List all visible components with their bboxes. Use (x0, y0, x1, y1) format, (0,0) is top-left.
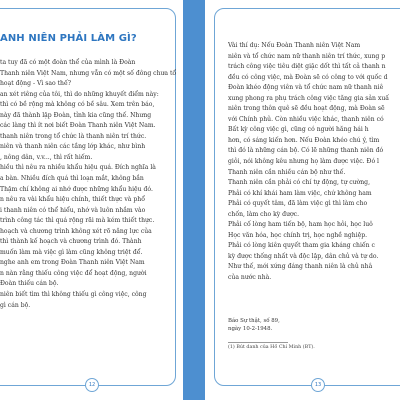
text-line: nghe anh em trong Đoàn Thanh niên Việt Nam (0, 259, 145, 267)
text-line: trách công việc tiêu diệt giặc dốt thì tất cả thanh n (228, 63, 386, 71)
text-line: các làng thì ít nơi biết Đoàn Thanh niên Việt Nam. (0, 122, 156, 130)
text-line: hoạt động - Vì sao thế? (0, 80, 71, 88)
text-line: hiều thì nêu ra nhiều khẩu hiệu quá. Đích nghĩa là (0, 164, 156, 172)
text-line: Thanh niên Việt Nam, nhưng vẫn có một số đông chưa tổ (0, 69, 176, 77)
text-line: gì cán bộ. (0, 301, 31, 309)
text-line: Đoàn thiếu cán bộ. (0, 280, 59, 288)
right-page-text (228, 41, 400, 284)
text-line: Thanh niên cần phải có chí tự động, tự cường, (228, 179, 371, 187)
text-line: với Chính phủ. Còn nhiều việc khác, thanh niên có (228, 115, 384, 123)
text-line: hơn, có sáng kiến hơn. Nếu Đoàn khéo chú ý, tìm (228, 136, 380, 144)
text-line: xung phong ra phụ trách công việc tăng gia sản xuấ (228, 94, 389, 102)
text-line: ta tuy đã có một đoàn thể của mình là Đoàn (0, 59, 136, 66)
text-line: này đã thành lập Đoàn, tỉnh kia cũng thế. Nhưng (0, 111, 152, 119)
page-number: 13 (311, 378, 325, 392)
text-line: muốn làm mà việc gì làm cũng không triệt để. (0, 248, 143, 256)
text-line: niên và tổ chức nam nữ thanh niên trí thức, xung p (228, 52, 386, 60)
text-line: đều có công việc, mà Đoàn sẽ có công to với quốc d (228, 73, 388, 81)
text-line: kỳ được thống nhất và độc lập, dân chủ và tự do. (228, 252, 379, 260)
text-line: thì đó là những cán bộ. Có lẽ những thanh niên đó (228, 147, 384, 155)
text-line: thì có bề rộng mà không có bề sâu. Xem trên báo, (0, 101, 155, 109)
text-line: niên và thanh niên các tầng lớp khác, như bình (0, 143, 146, 151)
text-line: thì thành kế hoạch và chương trình đó. Thành (0, 238, 142, 246)
text-line: trình công tác thì quá rộng rãi mà kém thiết thực. (0, 217, 155, 225)
text-line: n nêu ra vài khẩu hiệu chính, thiết thực và phổ (0, 196, 145, 204)
text-line: thanh niên trong tổ chức là thanh niên trí thức. (0, 132, 147, 140)
text-line: a bàn. Nhiều đích quá thì loạn mắt, không bắn (0, 175, 144, 183)
text-line: niên trong thôn quê sẽ đều hoạt động, mà Đoàn sẽ (228, 105, 385, 113)
text-line: niên biết tìm thì không thiếu gì công việc, công (0, 291, 147, 299)
left-page (0, 0, 183, 400)
footnote-rule (228, 342, 288, 343)
text-line: Phải cố lòng ham tiến bộ, ham học hỏi, học luô (228, 221, 373, 229)
text-line: Thậm chí không ai nhớ được những khẩu hiệu đó. (0, 185, 153, 193)
text-line: an xét riêng của tôi, thì do những khuyết điểm này: (0, 90, 159, 98)
text-line: giỏi, nói không kêu nhưng họ làm được việc. Đó l (228, 158, 379, 166)
text-line: Phải có khí khái ham làm việc, chứ không ham (228, 189, 372, 197)
text-line: của nước nhà. (228, 274, 272, 282)
footnote: (1) Bút danh của Hồ Chí Minh (BT). (228, 345, 315, 350)
source-citation: Báo Sự thật, số 89, ngày 10-2-1948. (228, 318, 280, 332)
text-line: n nàn rằng thiếu công việc để hoạt động, người (0, 269, 147, 277)
page-number: 12 (85, 378, 99, 392)
text-line: Phải có quyết tâm, đã làm việc gì thì làm cho (228, 200, 368, 208)
text-line: Bất kỳ công việc gì, cũng có người hăng hái h (228, 126, 369, 134)
text-line: Học văn hóa, học chính trị, học nghề nghiệp. (228, 231, 368, 239)
text-line: i thanh niên có thể hiểu, nhớ và luôn nhắm vào (0, 206, 146, 214)
right-page (205, 0, 400, 400)
text-line: Thanh niên cần nhiều cán bộ như thế. (228, 168, 346, 176)
left-page-text (0, 58, 176, 311)
text-line: chốn, làm cho kỳ được. (228, 210, 300, 218)
text-line: hoạch và chương trình không xét rõ năng lực của (0, 227, 152, 235)
text-line: , nông dân, v.v..., thì rất hiếm. (0, 153, 93, 161)
text-line: Vài thí dụ: Nếu Đoàn Thanh niên Việt Nam (228, 42, 361, 49)
chapter-title: ANH NIÊN PHẢI LÀM GÌ? (0, 33, 137, 44)
text-line: Như thế, mới xứng đáng thanh niên là chủ nhâ (228, 263, 373, 271)
text-line: Đoàn khéo động viên và tổ chức nam nữ thanh niê (228, 84, 384, 92)
text-line: Phải có lòng kiên quyết tham gia kháng chiến c (228, 242, 375, 250)
